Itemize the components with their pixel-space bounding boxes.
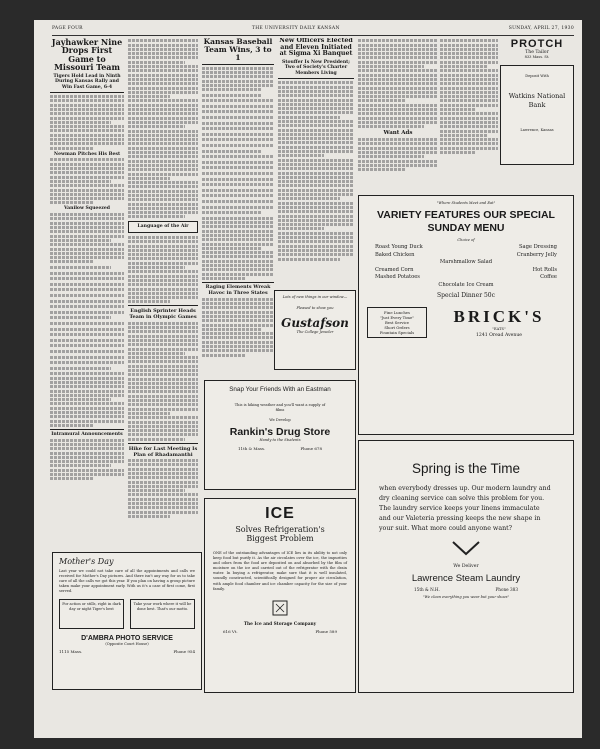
section-newman: Newman Pitches His Best — [53, 151, 121, 157]
service-line: Fine Lunches — [384, 309, 410, 315]
english-sprinter-headline: English Sprinter Heads Team in Olympic Games — [129, 308, 197, 321]
studio-phone: Phone 954 — [173, 649, 195, 654]
rankins-address: 11th & Mass. — [238, 446, 266, 451]
mothers-day-text: Last year we could not take care of all the appointments and calls we received for Mother's Day pictures. And there isn't any way for us to take care of all the calls we got this year. If you plan on having a group picture taken make your appointment early. With us it's a case of first come, first served. — [59, 569, 195, 593]
elements-headline: Raging Elements Wreak Havoc in Three States — [205, 283, 271, 296]
menu-row — [367, 252, 565, 260]
rankins-body: This is hiking weather and you'll want a supply of films — [234, 403, 326, 412]
ice-logo-icon — [213, 600, 347, 620]
laundry-ad — [358, 440, 574, 693]
service-line: Fountain Specials — [379, 329, 415, 335]
gustafson-name: Gustafson — [281, 316, 349, 330]
kansas-baseball-headline: Kansas Baseball Team Wins, 3 to 1 — [203, 38, 273, 62]
rankins-ad — [204, 380, 356, 490]
bricks-ad — [358, 195, 574, 435]
ice-company: The Ice and Storage Company — [243, 621, 317, 627]
baseball-article — [50, 95, 124, 150]
menu-item: Roast Young Duck — [375, 244, 423, 250]
coupon-right: Take your work where it will be done best. That's our motto. — [130, 599, 195, 629]
watkins-name: Watkins National Bank — [508, 92, 566, 109]
menu-row — [367, 282, 565, 290]
bricks-under-name: "EATS" — [492, 326, 506, 331]
sigma-xi-headline: New Officers Elected and Eleven Initiated at Sigma Xi Banquet — [279, 38, 353, 58]
section-vanilow: Vanilow Squeezed — [63, 206, 111, 212]
chevron-down-icon — [369, 538, 563, 562]
menu-row — [367, 267, 565, 275]
want-ads-heading: Want Ads — [383, 130, 413, 137]
bricks-headline: VARIETY FEATURES OUR SPECIAL SUNDAY MENU — [377, 209, 555, 234]
bricks-menu — [367, 244, 565, 290]
service-line: Short Orders — [384, 324, 410, 330]
ice-phone: Phone 589 — [315, 628, 337, 634]
box-score-1 — [50, 265, 124, 371]
rankins-tag: Handy to the Students — [259, 438, 301, 442]
menu-row — [367, 244, 565, 252]
protch-address: 833 Mass. St. — [524, 55, 550, 59]
menu-item: Chocolate Ice Cream — [438, 281, 494, 288]
bricks-choice: Choice of — [457, 238, 475, 242]
coupon-left: For action or stills, right in dark day or night Tiger's best — [59, 599, 124, 629]
issue-date: SUNDAY, APRIL 27, 1930 — [508, 26, 574, 31]
intramural-heading: Intramural Announcements — [51, 431, 123, 437]
menu-row — [367, 274, 565, 282]
bricks-name: BRICK'S — [453, 306, 545, 326]
bricks-tagline: "Where Students Meet and Eat" — [436, 201, 496, 205]
menu-item: Mashed Potatoes — [375, 274, 420, 281]
studio-name: D'AMBRA PHOTO SERVICE — [81, 635, 173, 642]
ice-subhead: Solves Refrigeration's Biggest Problem — [235, 525, 325, 543]
laundry-phone: Phone 383 — [495, 587, 518, 592]
bricks-services — [367, 307, 427, 338]
rankins-phone: Phone 678 — [300, 446, 322, 451]
rankins-name: Rankin's Drug Store — [229, 426, 331, 438]
baseball-headline: Jayhawker Nine Drops First Game to Missouri Team — [51, 38, 123, 73]
laundry-deliver: We Deliver — [453, 564, 479, 569]
page-number: PAGE FOUR — [52, 26, 83, 31]
masthead — [52, 26, 574, 36]
column-3 — [202, 38, 274, 378]
watkins-line1: Deposit With — [525, 74, 549, 78]
laundry-address: 15th & N.H. — [414, 587, 440, 592]
gustafson-ad — [274, 290, 356, 370]
studio-location: (Opposite Court House) — [105, 642, 149, 646]
right-ads-column — [500, 38, 574, 208]
menu-item: Cranberry Jelly — [516, 251, 557, 258]
ice-headline: ICE — [265, 505, 295, 522]
ice-address: 616 Vt. — [223, 628, 238, 634]
box-score-2 — [202, 92, 274, 215]
bricks-address: 1241 Oread Avenue — [475, 332, 523, 338]
column-2 — [128, 38, 198, 568]
service-line: "Just Every Time" — [379, 314, 415, 320]
hike-headline: Hike for Last Meeting Is Plan of Rhadamanthi — [128, 445, 198, 458]
newspaper-page — [34, 20, 582, 738]
ice-ad — [204, 498, 356, 693]
service-line: Best Service — [384, 319, 410, 325]
mothers-day-title: Mother's Day — [59, 557, 114, 566]
menu-row — [367, 259, 565, 267]
column-5 — [358, 38, 438, 208]
menu-item: Creamed Corn — [375, 266, 414, 273]
mothers-day-ad — [52, 552, 202, 690]
gustafson-line2: Pleased to show you — [296, 306, 334, 310]
menu-item: Hot Rolls — [532, 266, 557, 273]
paper-title: THE UNIVERSITY DAILY KANSAN — [251, 26, 340, 31]
rankins-headline: Snap Your Friends With an Eastman — [229, 386, 331, 393]
column-6 — [440, 38, 498, 208]
protch-name: PROTCH — [510, 38, 564, 50]
language-heading: Language of the Air — [137, 224, 189, 230]
laundry-body: when everybody dresses up. Our modern laundry and dry cleaning service can solve this problem for you. The laundry service keeps your linens immaculate and our Valeteria pressing keeps the new shape in your suit. What more could anyone want? — [379, 485, 551, 532]
watkins-ad — [500, 65, 574, 165]
baseball-subhead: Tigers Hold Lead in Ninth During Kansas Rally and Win Fast Game, 6-4 — [53, 73, 121, 90]
menu-item: Sage Dressing — [518, 244, 557, 250]
bricks-special: Special Dinner 50c — [437, 291, 495, 299]
menu-item: Coffee — [540, 274, 557, 281]
rankins-develop: We Develop — [269, 418, 291, 422]
menu-item: Baked Chicken — [375, 251, 415, 258]
studio-address: 1115 Mass. — [59, 649, 83, 654]
column-1 — [50, 38, 124, 568]
gustafson-line1: Lots of new things in our window— — [282, 295, 348, 299]
protch-tag: The Tailor — [525, 50, 549, 55]
language-box — [128, 221, 198, 233]
laundry-slogan: "We clean everything you wear but your shoes" — [422, 595, 510, 599]
sigma-xi-subhead: Stouffer Is New President; Two of Society's Charter Members Living — [282, 59, 350, 76]
gustafson-tagline: The College Jeweler — [296, 330, 334, 334]
menu-item: Marshmallow Salad — [439, 259, 493, 266]
laundry-name: Lawrence Steam Laundry — [411, 573, 521, 584]
laundry-headline: Spring is the Time — [411, 461, 521, 476]
watkins-city: Lawrence, Kansas — [520, 128, 554, 132]
ice-body: ONE of the outstanding advantages of ICE lies in its ability to not only keep food but purify it. As the air circulates over the ice, the impurities and odors from the food are deposited on and absorbed by the film of moisture on the ice and carried out of the refrigerator with the drain water. In buying a refrigerator, make sure that it is well insulated, soundly constructed, scientifically designed for proper air circulation, with ample food chamber and ice chamber capacity for the size of your family. — [213, 551, 347, 591]
